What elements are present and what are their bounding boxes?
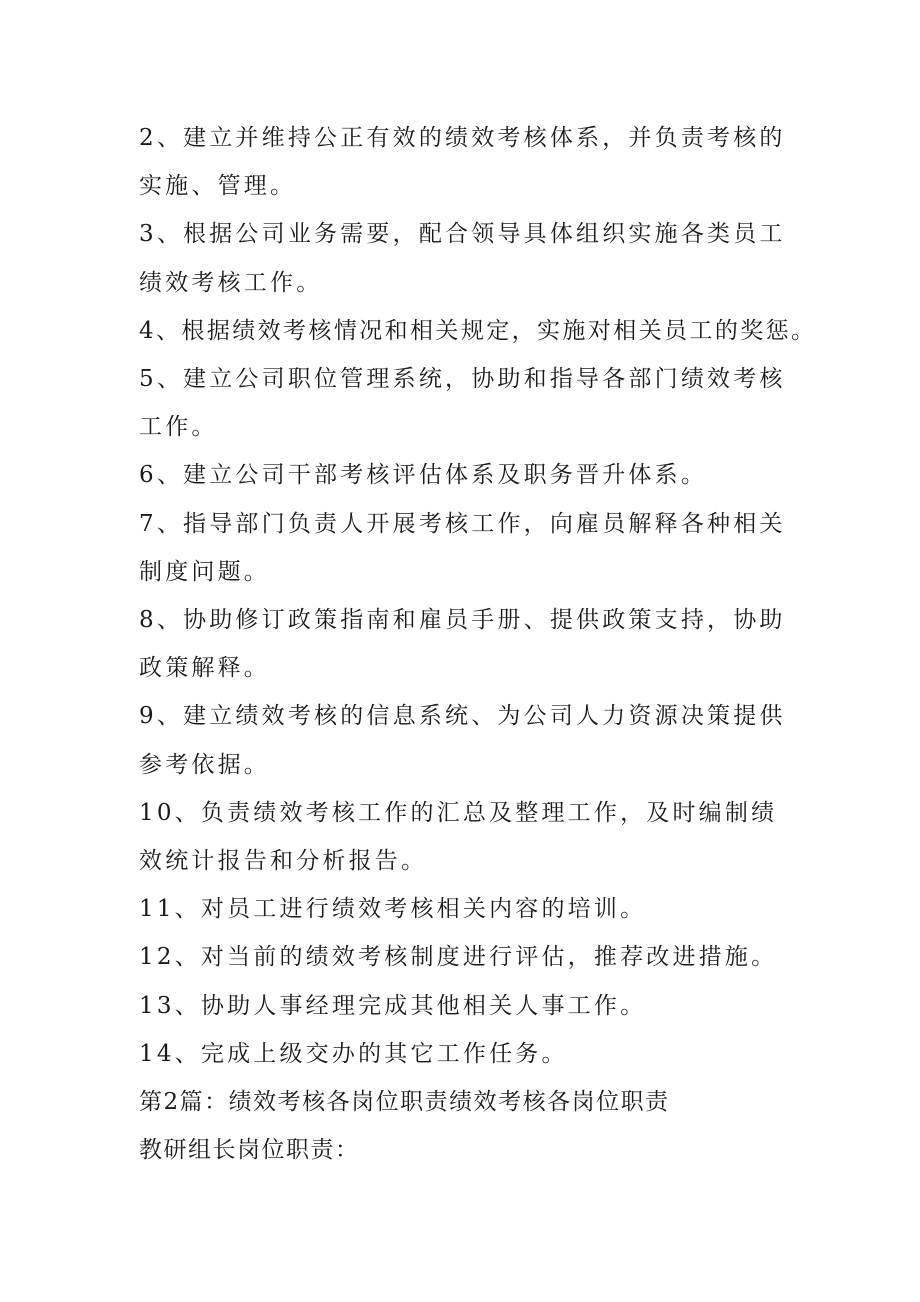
duty-item-14: 14、完成上级交办的其它工作任务。	[139, 1040, 568, 1067]
duty-item-11: 11、对员工进行绩效考核相关内容的培训。	[139, 896, 647, 923]
duty-item-10: 10、负责绩效考核工作的汇总及整理工作，及时编制绩效统计报告和分析报告。	[139, 799, 778, 875]
duty-item-3: 3、根据公司业务需要，配合领导具体组织实施各类员工绩效考核工作。	[139, 221, 786, 296]
duty-item-9: 9、建立绩效考核的信息系统、为公司人力资源决策提供参考依据。	[139, 703, 786, 778]
duty-item-5: 5、建立公司职位管理系统，协助和指导各部门绩效考核工作。	[139, 366, 786, 441]
duty-item-12: 12、对当前的绩效考核制度进行评估，推荐改进措施。	[139, 944, 778, 971]
section-heading: 第2篇：绩效考核各岗位职责绩效考核各岗位职责	[139, 1089, 670, 1116]
duty-item-4: 4、根据绩效考核情况和相关规定，实施对相关员工的奖惩。	[139, 317, 817, 344]
subheading: 教研组长岗位职责：	[139, 1137, 360, 1164]
duty-item-2: 2、建立并维持公正有效的绩效考核体系，并负责考核的实施、管理。	[139, 125, 786, 200]
duty-item-7: 7、指导部门负责人开展考核工作，向雇员解释各种相关制度问题。	[139, 510, 786, 585]
document-body	[139, 114, 817, 1174]
duty-item-8: 8、协助修订政策指南和雇员手册、提供政策支持，协助政策解释。	[139, 607, 786, 682]
duty-item-13: 13、协助人事经理完成其他相关人事工作。	[139, 992, 647, 1019]
duty-item-6: 6、建立公司干部考核评估体系及职务晋升体系。	[139, 462, 708, 489]
